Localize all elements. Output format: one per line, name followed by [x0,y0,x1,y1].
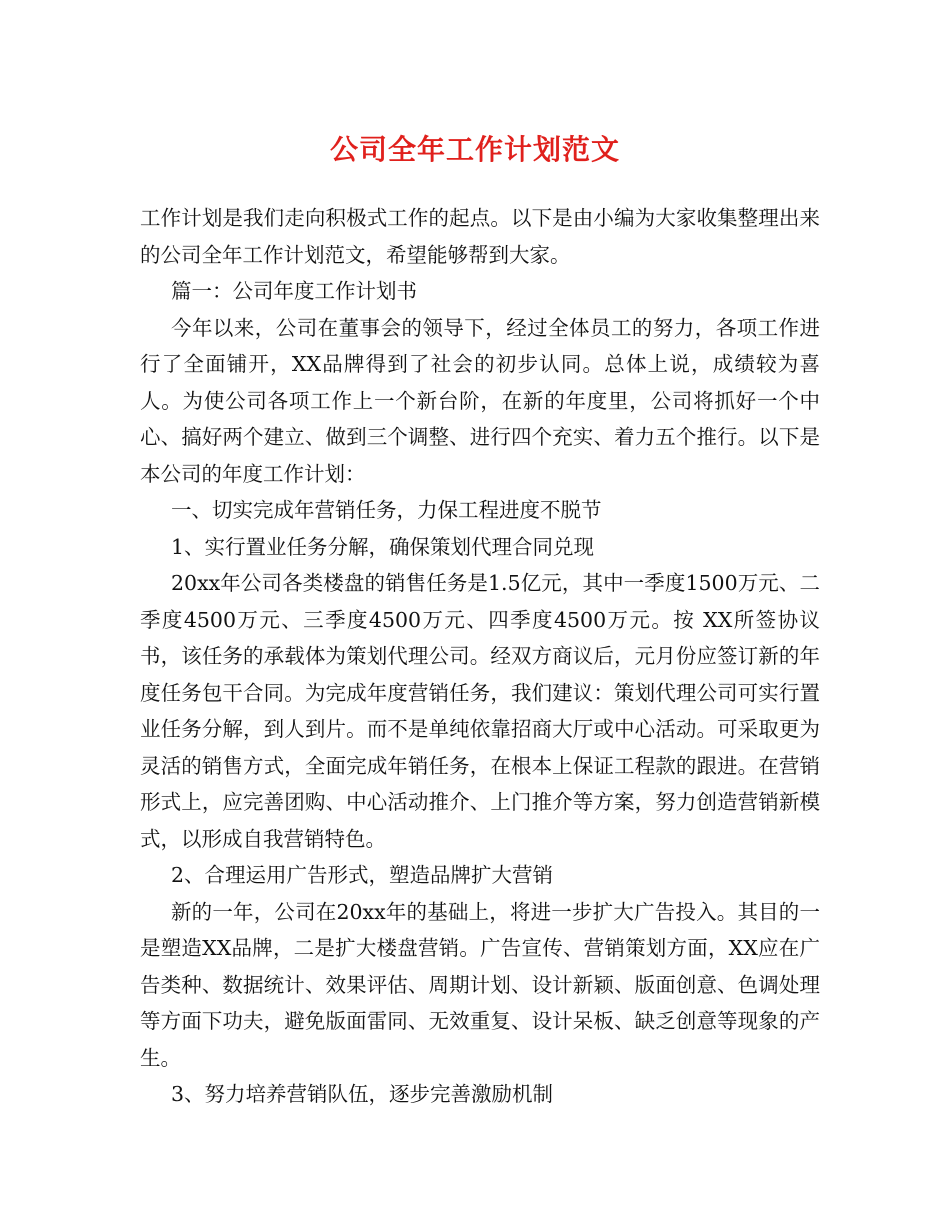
document-title: 公司全年工作计划范文 [329,133,620,166]
chapter-heading: 篇一：公司年度工作计划书 [171,279,417,303]
overview-paragraph: 今年以来，公司在董事会的领导下，经过全体员工的努力，各项工作进行了全面铺开，XX品牌得到了社会的初步认同。总体上说，成绩较为喜人。为使公司各项工作上一个新台阶，在新的年度里，公司将抓好一个中心、搞好两个建立、做到三个调整、进行四个充实、着力五个推行。以下是本公司的年度工作计划： [140,315,820,486]
item-heading: 1、实行置业任务分解，确保策划代理合同兑现 [171,534,595,559]
document-body [140,200,820,1113]
section-heading: 一、切实完成年营销任务，力保工程进度不脱节 [171,498,602,522]
item-paragraph: 20xx年公司各类楼盘的销售任务是1.5亿元，其中一季度1500万元、二季度4500万元、三季度4500万元、四季度4500万元。按 XX所签协议书，该任务的承载体为策划代理公司。经双方商议后，元月份应签订新的年度任务包干合同。为完成年度营销任务，我们建议：策划代理公司可实行置业任务分解，到人到片。而不是单纯依靠招商大厅或中心活动。可采取更为灵活的销售方式，全面完成年销任务，在根本上保证工程款的跟进。在营销形式上，应完善团购、中心活动推介、上门推介等方案，努力创造营销新模式，以形成自我营销特色。 [140,571,820,851]
item-heading: 2、合理运用广告形式，塑造品牌扩大营销 [171,863,554,887]
item-heading: 3、努力培养营销队伍，逐步完善激励机制 [171,1082,554,1106]
item-paragraph: 新的一年，公司在20xx年的基础上，将进一步扩大广告投入。其目的一是塑造XX品牌，二是扩大楼盘营销。广告宣传、营销策划方面，XX应在广告类种、数据统计、效果评估、周期计划、设计新颖、版面创意、色调处理等方面下功夫，避免版面雷同、无效重复、设计呆板、缺乏创意等现象的产生。 [140,899,820,1070]
intro-paragraph: 工作计划是我们走向积极式工作的起点。以下是由小编为大家收集整理出来的公司全年工作计划范文，希望能够帮到大家。 [140,206,820,267]
